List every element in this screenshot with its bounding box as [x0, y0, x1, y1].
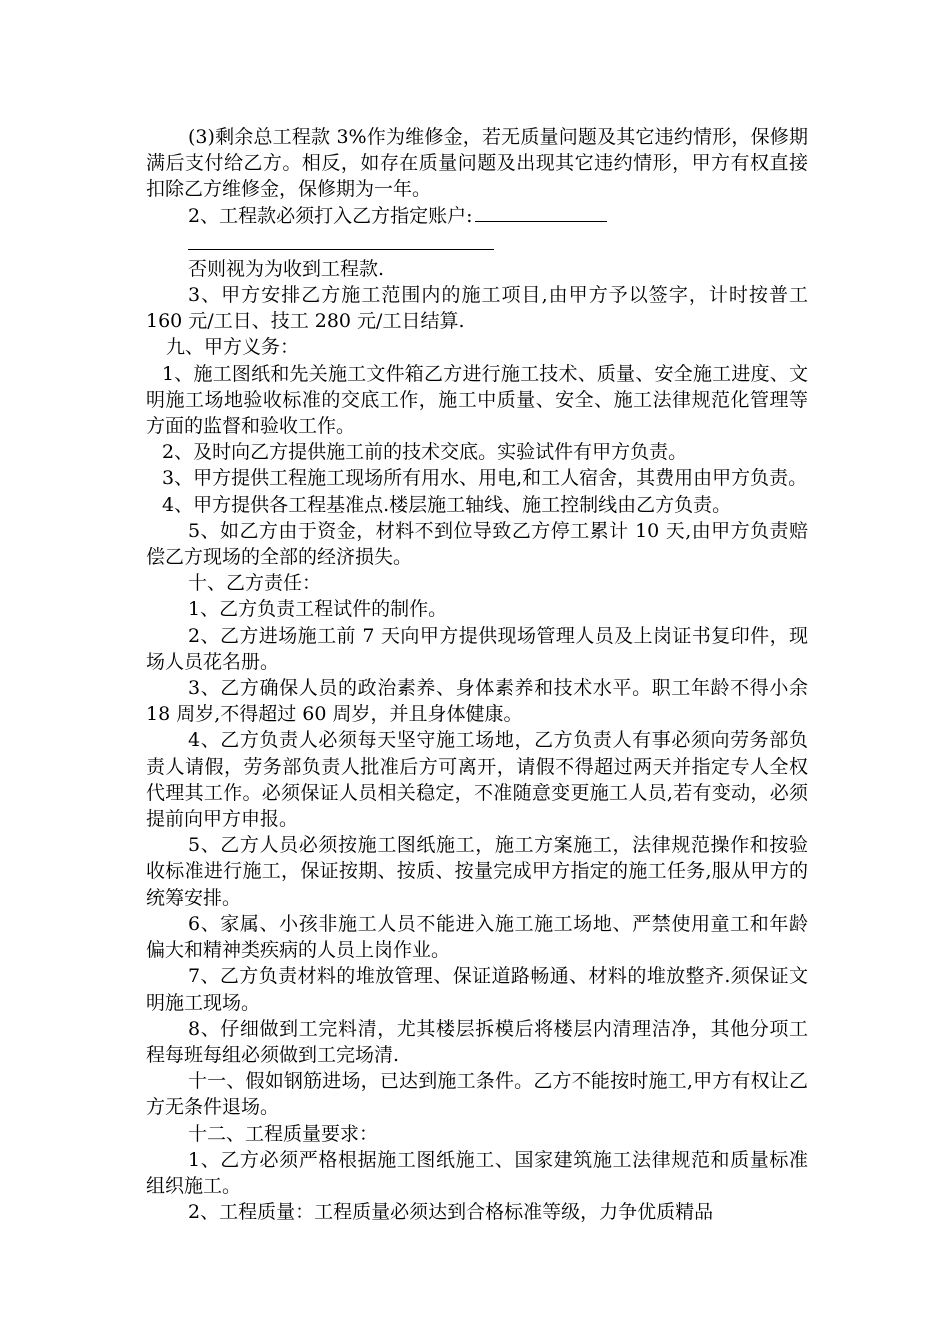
paragraph-payment-note: 否则视为为收到工程款. — [188, 257, 385, 280]
account-blank-line-2 — [188, 229, 494, 250]
payment-account-label: 2、工程款必须打入乙方指定账户: — [188, 204, 473, 227]
paragraph-maintenance-deposit: (3)剩余总工程款 3%作为维修金，若无质量问题及其它违约情形，保修期满后支付给乙方。相反，如存在质量问题及出现其它违约情形，甲方有权直接扣除乙方维修金，保修期为一年。 — [146, 126, 808, 201]
account-blank-line — [475, 203, 607, 222]
paragraph-b-2: 2、乙方进场施工前 7 天向甲方提供现场管理人员及上岗证书复印件，现场人员花名册。 — [146, 624, 808, 673]
paragraph-b-1: 1、乙方负责工程试件的制作。 — [188, 598, 448, 621]
paragraph-b-8: 8、仔细做到工完料清，尤其楼层拆模后将楼层内清理洁净，其他分项工程每班每组必须做到工完场清. — [146, 1017, 808, 1066]
paragraph-a-3: 3、甲方提供工程施工现场所有用水、用电,和工人宿舍，其费用由甲方负责。 — [162, 467, 808, 490]
heading-party-b-responsibilities: 十、乙方责任： — [188, 572, 322, 595]
paragraph-daywork-rate: 3、甲方安排乙方施工范围内的施工项目,由甲方予以签字，计时按普工 160 元/工日、技工 280 元/工日结算. — [146, 284, 808, 333]
paragraph-b-6: 6、家属、小孩非施工人员不能进入施工施工场地、严禁使用童工和年龄偏大和精神类疾病的人员上岗作业。 — [146, 912, 808, 962]
paragraph-b-4: 4、乙方负责人必须每天坚守施工场地，乙方负责人有事必须向劳务部负责人请假，劳务部负责人批准后方可离开，请假不得超过两天并指定专人全权代理其工作。必须保证人员相关稳定，不准随意变更施工人员,若有变动，必须提前向甲方申报。 — [146, 729, 808, 831]
document-body — [146, 124, 808, 1225]
paragraph-a-5: 5、如乙方由于资金，材料不到位导致乙方停工累计 10 天,由甲方负责赔偿乙方现场的全部的经济损失。 — [146, 519, 808, 569]
paragraph-b-7: 7、乙方负责材料的堆放管理、保证道路畅通、材料的堆放整齐.须保证文明施工现场。 — [146, 965, 808, 1014]
paragraph-a-4: 4、甲方提供各工程基准点.楼层施工轴线、施工控制线由乙方负责。 — [162, 493, 732, 516]
paragraph-a-1: 1、施工图纸和先关施工文件箱乙方进行施工技术、质量、安全施工进度、文明施工场地验收标准的交底工作，施工中质量、安全、施工法律规范化管理等方面的监督和验收工作。 — [146, 362, 808, 438]
heading-quality-requirements: 十二、工程质量要求： — [188, 1122, 379, 1145]
paragraph-quality-1: 1、乙方必须严格根据施工图纸施工、国家建筑施工法律规范和质量标准组织施工。 — [146, 1148, 808, 1197]
paragraph-a-2: 2、及时向乙方提供施工前的技术交底。实验试件有甲方负责。 — [162, 441, 688, 464]
paragraph-b-3: 3、乙方确保人员的政治素养、身体素养和技术水平。职工年龄不得小余 18 周岁,不得超过 60 周岁，并且身体健康。 — [146, 677, 808, 726]
paragraph-quality-2: 2、工程质量：工程质量必须达到合格标准等级，力争优质精品 — [188, 1201, 714, 1224]
paragraph-b-5: 5、乙方人员必须按施工图纸施工，施工方案施工，法律规范操作和按验收标准进行施工，保证按期、按质、按量完成甲方指定的施工任务,服从甲方的统筹安排。 — [146, 834, 808, 909]
paragraph-section-11: 十一、假如钢筋进场，已达到施工条件。乙方不能按时施工,甲方有权让乙方无条件退场。 — [146, 1070, 808, 1119]
heading-party-a-obligations: 九、甲方义务： — [166, 336, 300, 359]
paragraph-payment-account — [146, 203, 808, 229]
